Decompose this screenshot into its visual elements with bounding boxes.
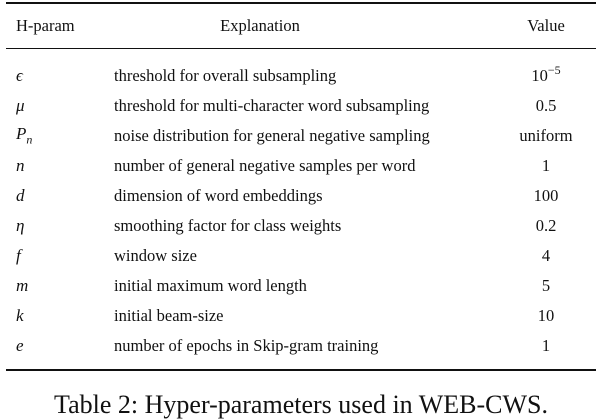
- row-value: 1: [541, 336, 551, 355]
- row-explanation: dimension of word embeddings: [114, 186, 323, 205]
- symbol-k: k: [16, 306, 24, 325]
- table-caption: Table 2: Hyper-parameters used in WEB-CWS.: [54, 390, 548, 419]
- symbol-mu: μ: [16, 96, 25, 115]
- row-explanation: initial maximum word length: [114, 276, 307, 295]
- table-row: [6, 121, 596, 151]
- row-value: 5: [541, 276, 551, 295]
- hyperparameter-table: [6, 2, 596, 371]
- table-row: [6, 241, 596, 271]
- symbol-epsilon: ϵ: [16, 66, 23, 85]
- symbol-n: n: [16, 156, 25, 175]
- header-value: Value: [527, 16, 565, 35]
- table-row: [6, 61, 596, 91]
- table-row: [6, 271, 596, 301]
- table-row: [6, 211, 596, 241]
- row-explanation: initial beam-size: [114, 306, 224, 325]
- row-value: 0.5: [535, 96, 557, 115]
- header-explanation: Explanation: [220, 16, 300, 35]
- row-value: 1: [541, 156, 551, 175]
- row-value: 100: [533, 186, 559, 205]
- row-explanation: threshold for multi-character word subsampling: [114, 96, 430, 115]
- row-explanation: window size: [114, 246, 197, 265]
- symbol-d: d: [16, 186, 25, 205]
- row-explanation: smoothing factor for class weights: [114, 216, 342, 235]
- table-row: [6, 91, 596, 121]
- table-row: [6, 151, 596, 181]
- symbol-f: f: [16, 246, 21, 265]
- row-explanation: noise distribution for general negative sampling: [114, 126, 430, 145]
- row-value: $10^{-5}$: [531, 63, 561, 85]
- row-explanation: threshold for overall subsampling: [114, 66, 337, 85]
- symbol-subscript: n: [26, 132, 33, 147]
- row-explanation: number of epochs in Skip-gram training: [114, 336, 379, 355]
- table-row: [6, 331, 596, 361]
- table-header-row: [6, 4, 596, 48]
- header-hparam: H-param: [16, 16, 75, 35]
- symbol-e: e: [16, 336, 24, 355]
- row-value: 10: [537, 306, 555, 325]
- symbol-p: P: [16, 124, 27, 144]
- row-value: 0.2: [535, 216, 557, 235]
- table-row: [6, 301, 596, 331]
- value-exponent: −5: [547, 63, 561, 77]
- table-row: [6, 181, 596, 211]
- row-value: 4: [541, 246, 551, 265]
- bottom-rule: [6, 369, 596, 371]
- row-explanation: number of general negative samples per word: [114, 156, 416, 175]
- symbol-eta: η: [16, 216, 25, 235]
- row-value: uniform: [519, 126, 573, 145]
- symbol-m: m: [16, 276, 29, 295]
- table-body: [6, 49, 596, 369]
